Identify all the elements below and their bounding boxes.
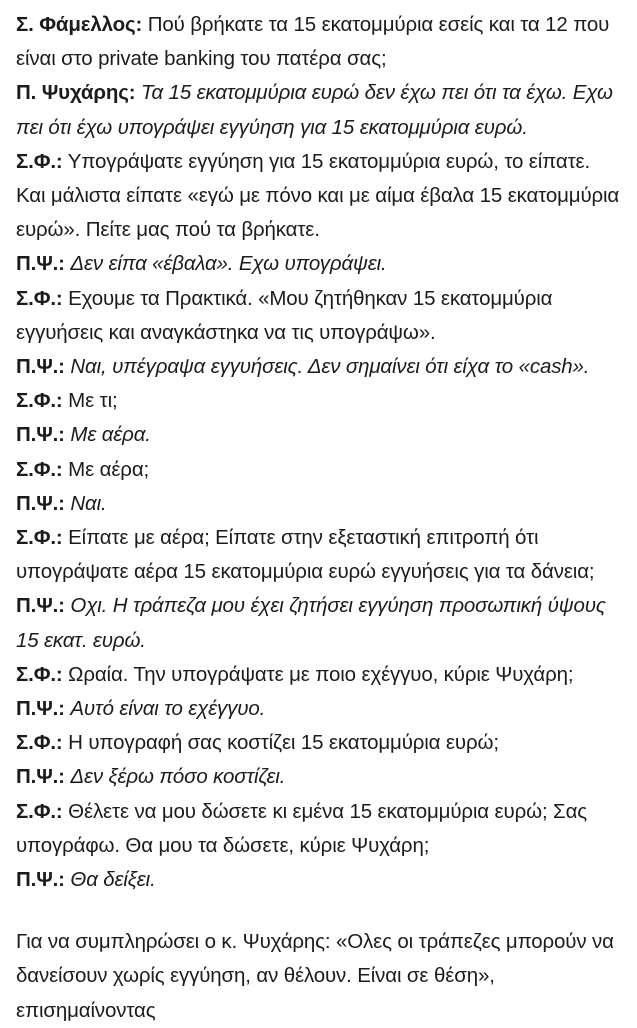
transcript-entry: [16, 487, 623, 521]
transcript-entry: [16, 8, 623, 76]
speaker-label: Π.Ψ.:: [16, 423, 65, 447]
closing-paragraph: Για να συμπληρώσει ο κ. Ψυχάρης: «Ολες οι τράπεζες μπορούν να δανείσουν χωρίς εγγύηση, αν θέλουν. Είναι σε θέση», επισημαίνοντας: [16, 930, 614, 1022]
transcript-entry: [16, 145, 623, 248]
entry-text: Δεν ξέρω πόσο κοστίζει.: [70, 765, 286, 789]
entry-text: Με τι;: [68, 389, 118, 413]
speaker-label: Σ.Φ.:: [16, 286, 63, 310]
paragraph-spacer: [16, 897, 623, 925]
speaker-label: Σ. Φάμελλος:: [16, 13, 143, 36]
transcript-entry: [16, 521, 623, 589]
speaker-label: Σ.Φ.:: [16, 149, 63, 173]
speaker-label: Π.Ψ.:: [16, 491, 65, 515]
transcript-entry: [16, 76, 623, 144]
speaker-label: Π.Ψ.:: [16, 697, 65, 721]
entry-text: Δεν είπα «έβαλα». Εχω υπογράψει.: [70, 252, 387, 276]
transcript-entry: [16, 863, 623, 897]
speaker-label: Σ.Φ.:: [16, 662, 63, 686]
speaker-label: Π.Ψ.:: [16, 252, 65, 276]
transcript-entry: [16, 692, 623, 726]
speaker-label: Σ.Φ.:: [16, 389, 63, 413]
transcript-entry: [16, 795, 623, 863]
entry-text: Θέλετε να μου δώσετε κι εμένα 15 εκατομμύρια ευρώ; Σας υπογράφω. Θα μου τα δώσετε, κύριε Ψυχάρη;: [16, 799, 588, 857]
entry-text: Ναι.: [70, 491, 107, 515]
entry-text: Η υπογραφή σας κοστίζει 15 εκατομμύρια ευρώ;: [68, 731, 499, 755]
transcript-entry: [16, 760, 623, 794]
speaker-label: Π. Ψυχάρης:: [16, 81, 136, 105]
speaker-label: Π.Ψ.:: [16, 355, 65, 379]
entry-text: Με αέρα.: [70, 423, 151, 447]
speaker-label: Π.Ψ.:: [16, 594, 65, 618]
transcript-entry: [16, 589, 623, 657]
entry-text: Εχουμε τα Πρακτικά. «Μου ζητήθηκαν 15 εκατομμύρια εγγυήσεις και αναγκάστηκα να τις υπογράψω».: [16, 286, 553, 344]
transcript-entry: [16, 418, 623, 452]
transcript-entry: [16, 282, 623, 350]
entry-text: Υπογράψατε εγγύηση για 15 εκατομμύρια ευρώ, το είπατε. Και μάλιστα είπατε «εγώ με πόνο και με αίμα έβαλα 15 εκατομμύρια ευρώ». Πείτε μας πού τα βρήκατε.: [16, 149, 620, 242]
transcript-entry: [16, 350, 623, 384]
entry-text: Τα 15 εκατομμύρια ευρώ δεν έχω πει ότι τα έχω. Εχω πει ότι έχω υπογράψει εγγύηση για 15 εκατομμύρια ευρώ.: [16, 81, 613, 139]
entry-text: Θα δείξει.: [70, 868, 156, 892]
transcript-entry: [16, 453, 623, 487]
entry-text: Ναι, υπέγραψα εγγυήσεις. Δεν σημαίνει ότι είχα το «cash».: [70, 355, 590, 379]
speaker-label: Π.Ψ.:: [16, 868, 65, 892]
entry-text: Οχι. Η τράπεζα μου έχει ζητήσει εγγύηση προσωπική ύψους 15 εκατ. ευρώ.: [16, 594, 606, 652]
transcript-entry: [16, 384, 623, 418]
entry-text: Είπατε με αέρα; Είπατε στην εξεταστική επιτροπή ότι υπογράψατε αέρα 15 εκατομμύρια ευρώ εγγυήσεις για τα δάνεια;: [16, 526, 595, 584]
transcript-entry: [16, 658, 623, 692]
entry-text: Ωραία. Την υπογράψατε με ποιο εχέγγυο, κύριε Ψυχάρη;: [68, 662, 574, 686]
entry-text: Πού βρήκατε τα 15 εκατομμύρια εσείς και τα 12 που είναι στο private banking του πατέρα σας;: [16, 13, 610, 71]
transcript-entry: [16, 726, 623, 760]
speaker-label: Σ.Φ.:: [16, 457, 63, 481]
speaker-label: Σ.Φ.:: [16, 731, 63, 755]
entry-text: Με αέρα;: [68, 457, 150, 481]
entry-text: Αυτό είναι το εχέγγυο.: [70, 697, 266, 721]
transcript-entry: [16, 247, 623, 281]
speaker-label: Σ.Φ.:: [16, 526, 63, 550]
speaker-label: Σ.Φ.:: [16, 799, 63, 823]
speaker-label: Π.Ψ.:: [16, 765, 65, 789]
